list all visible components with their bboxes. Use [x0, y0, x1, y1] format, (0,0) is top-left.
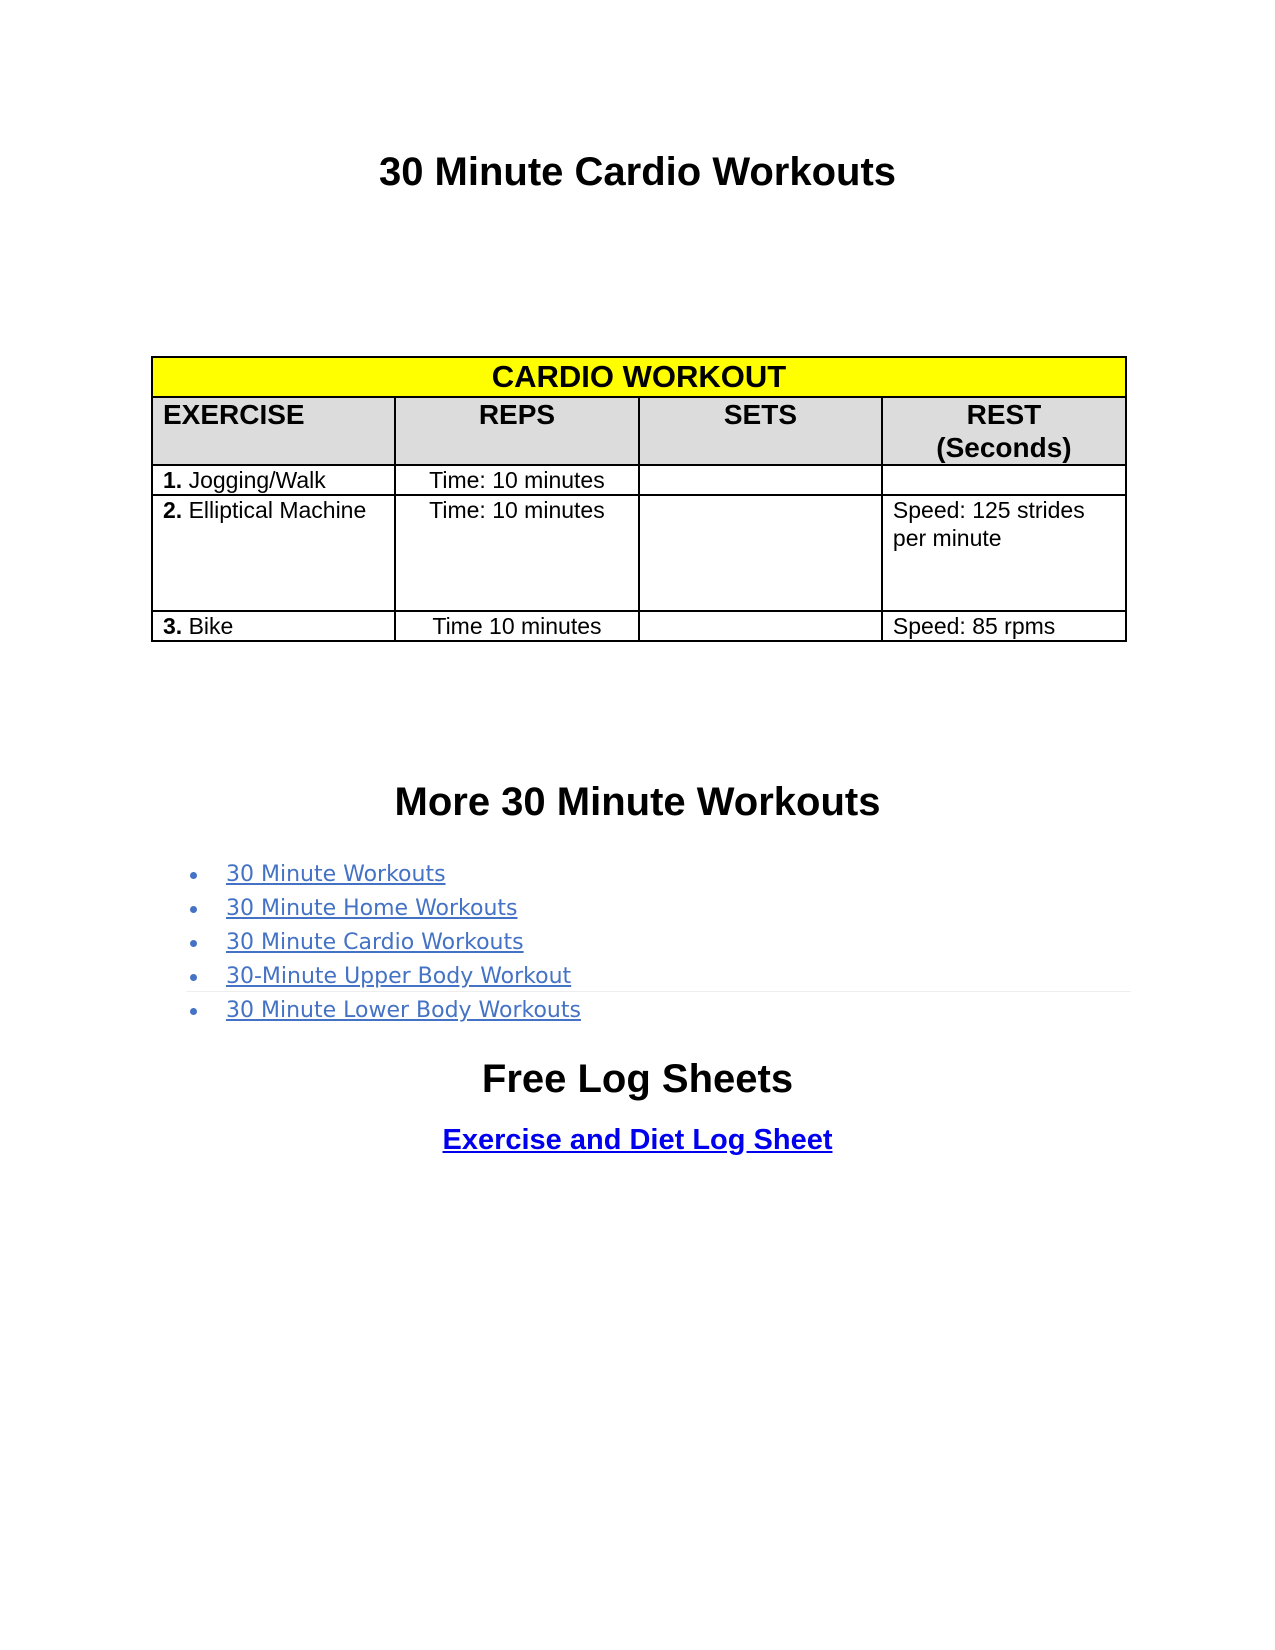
exercise-name: Jogging/Walk: [188, 467, 326, 493]
exercise-number: 3.: [163, 613, 183, 639]
header-exercise: EXERCISE: [152, 397, 395, 465]
reps-cell: Time: 10 minutes: [395, 465, 639, 495]
bullet-icon: [190, 872, 197, 879]
list-item: [186, 994, 1131, 1028]
log-link-container: [0, 1122, 1275, 1158]
sets-cell: [639, 495, 882, 611]
table-banner: CARDIO WORKOUT: [152, 357, 1126, 397]
divider: [186, 991, 1131, 992]
table-row: [152, 495, 1126, 611]
link-30-minute-home-workouts[interactable]: 30 Minute Home Workouts: [226, 896, 518, 921]
header-sets: SETS: [639, 397, 882, 465]
exercise-cell: [152, 465, 395, 495]
sets-cell: [639, 611, 882, 641]
reps-cell: Time 10 minutes: [395, 611, 639, 641]
link-30-minute-workouts[interactable]: 30 Minute Workouts: [226, 862, 446, 887]
header-rest: REST (Seconds): [882, 397, 1126, 465]
rest-cell: [882, 465, 1126, 495]
link-30-minute-upper-body-workout[interactable]: 30-Minute Upper Body Workout: [226, 964, 572, 989]
rest-cell: Speed: 85 rpms: [882, 611, 1126, 641]
exercise-number: 2.: [163, 497, 183, 523]
bullet-icon: [190, 940, 197, 947]
list-item: [186, 892, 1131, 926]
bullet-icon: [190, 1008, 197, 1015]
exercise-cell: [152, 611, 395, 641]
exercise-name: Bike: [188, 613, 234, 639]
exercise-number: 1.: [163, 467, 183, 493]
bullet-icon: [190, 974, 197, 981]
more-workouts-title: More 30 Minute Workouts: [394, 780, 881, 824]
list-item: [186, 960, 1131, 994]
table-row: [152, 611, 1126, 641]
sets-cell: [639, 465, 882, 495]
cardio-workout-table: [151, 356, 1127, 642]
link-30-minute-cardio-workouts[interactable]: 30 Minute Cardio Workouts: [226, 930, 524, 955]
exercise-cell: [152, 495, 395, 611]
reps-cell: Time: 10 minutes: [395, 495, 639, 611]
more-workouts-list: [186, 858, 1131, 1028]
exercise-diet-log-link[interactable]: Exercise and Diet Log Sheet: [442, 1124, 833, 1156]
header-reps: REPS: [395, 397, 639, 465]
link-30-minute-lower-body-workouts[interactable]: 30 Minute Lower Body Workouts: [226, 998, 581, 1023]
page-title: 30 Minute Cardio Workouts: [378, 150, 897, 194]
table-row: [152, 465, 1126, 495]
bullet-icon: [190, 906, 197, 913]
list-item: [186, 858, 1131, 892]
free-log-sheets-title: Free Log Sheets: [481, 1057, 794, 1101]
list-item: [186, 926, 1131, 960]
rest-cell: Speed: 125 strides per minute: [882, 495, 1126, 611]
exercise-name: Elliptical Machine: [188, 497, 367, 523]
